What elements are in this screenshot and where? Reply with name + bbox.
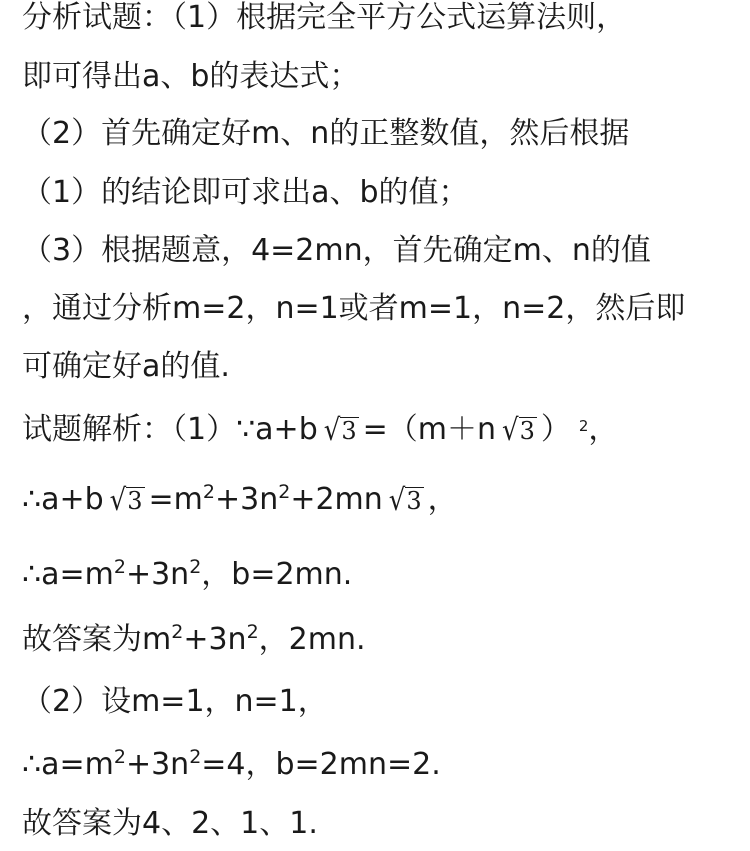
step2-2mn: +2mn xyxy=(290,482,383,517)
exponent: 2 xyxy=(113,556,126,578)
part2-b: +3n xyxy=(125,747,190,782)
solution-line-2 xyxy=(22,480,458,521)
step1-exponent: 2 xyxy=(578,417,589,435)
radical-sign-icon: √ xyxy=(501,413,519,449)
exponent: 2 xyxy=(113,746,126,768)
answer2: 故答案为4、2、1、1. xyxy=(22,806,318,841)
analysis-line-6 xyxy=(22,289,685,329)
analysis-part3-end: 可确定好a的值. xyxy=(22,349,230,384)
analysis-part1-cont: 即可得出a、b的表达式； xyxy=(22,59,360,94)
step1-close: ） xyxy=(540,412,571,447)
step3-b: +3n xyxy=(125,557,190,592)
step2-m: =m xyxy=(148,482,203,517)
part2-a: ∴a=m xyxy=(22,747,114,782)
solution-heading: 试题解析： xyxy=(22,412,172,447)
part2-c: =4，b=2mn=2. xyxy=(201,747,441,782)
radicand: 3 xyxy=(406,487,422,515)
part2-setup: （2）设m=1，n=1， xyxy=(22,684,328,719)
analysis-line-3 xyxy=(22,114,629,154)
analysis-heading: 分析试题： xyxy=(22,0,172,35)
analysis-line-7 xyxy=(22,347,230,387)
solution-line-6 xyxy=(22,745,441,785)
analysis-line-1 xyxy=(22,0,626,38)
analysis-line-2 xyxy=(22,57,359,97)
exponent: 2 xyxy=(278,481,291,503)
analysis-part2: （2）首先确定好m、n的正整数值，然后根据 xyxy=(22,116,630,151)
step1-equals: =（m＋n xyxy=(362,412,496,447)
answer1-c: ，2mn. xyxy=(258,622,366,657)
step3-a: ∴a=m xyxy=(22,557,114,592)
exponent: 2 xyxy=(246,621,259,643)
step1-prefix: （1）∵a+b xyxy=(172,412,318,447)
exponent: 2 xyxy=(189,746,202,768)
step2-3n: +3n xyxy=(214,482,279,517)
analysis-part2-cont: （1）的结论即可求出a、b的值； xyxy=(22,175,469,210)
sqrt-3-expression xyxy=(110,481,145,521)
analysis-part1: （1）根据完全平方公式运算法则， xyxy=(172,0,627,35)
solution-line-5 xyxy=(22,682,328,722)
solution-line-7 xyxy=(22,804,318,844)
analysis-part3-cont: ，通过分析m=2，n=1或者m=1，n=2，然后即 xyxy=(22,291,686,326)
radicand: 3 xyxy=(127,487,143,515)
sqrt-3-expression xyxy=(502,411,537,451)
step2-end: ， xyxy=(427,482,458,517)
step1-comma: ， xyxy=(588,412,619,447)
answer1-b: +3n xyxy=(183,622,247,657)
sqrt-3-expression xyxy=(389,481,424,521)
analysis-line-5 xyxy=(22,231,651,271)
exponent: 2 xyxy=(189,556,202,578)
analysis-line-4 xyxy=(22,173,469,213)
exponent: 2 xyxy=(171,621,184,643)
radicand: 3 xyxy=(341,417,357,445)
step3-c: ，b=2mn. xyxy=(201,557,353,592)
analysis-part3: （3）根据题意，4=2mn，首先确定m、n的值 xyxy=(22,233,651,268)
radicand: 3 xyxy=(519,417,535,445)
solution-line-3 xyxy=(22,555,352,595)
exponent: 2 xyxy=(202,481,215,503)
radical-sign-icon: √ xyxy=(388,483,406,519)
step2-prefix: ∴a+b xyxy=(22,482,104,517)
answer1-a: 故答案为m xyxy=(22,622,172,657)
radical-sign-icon: √ xyxy=(323,413,341,449)
sqrt-3-expression xyxy=(324,411,359,451)
radical-sign-icon: √ xyxy=(109,483,127,519)
solution-line-4 xyxy=(22,620,366,660)
solution-line-1 xyxy=(22,406,618,451)
